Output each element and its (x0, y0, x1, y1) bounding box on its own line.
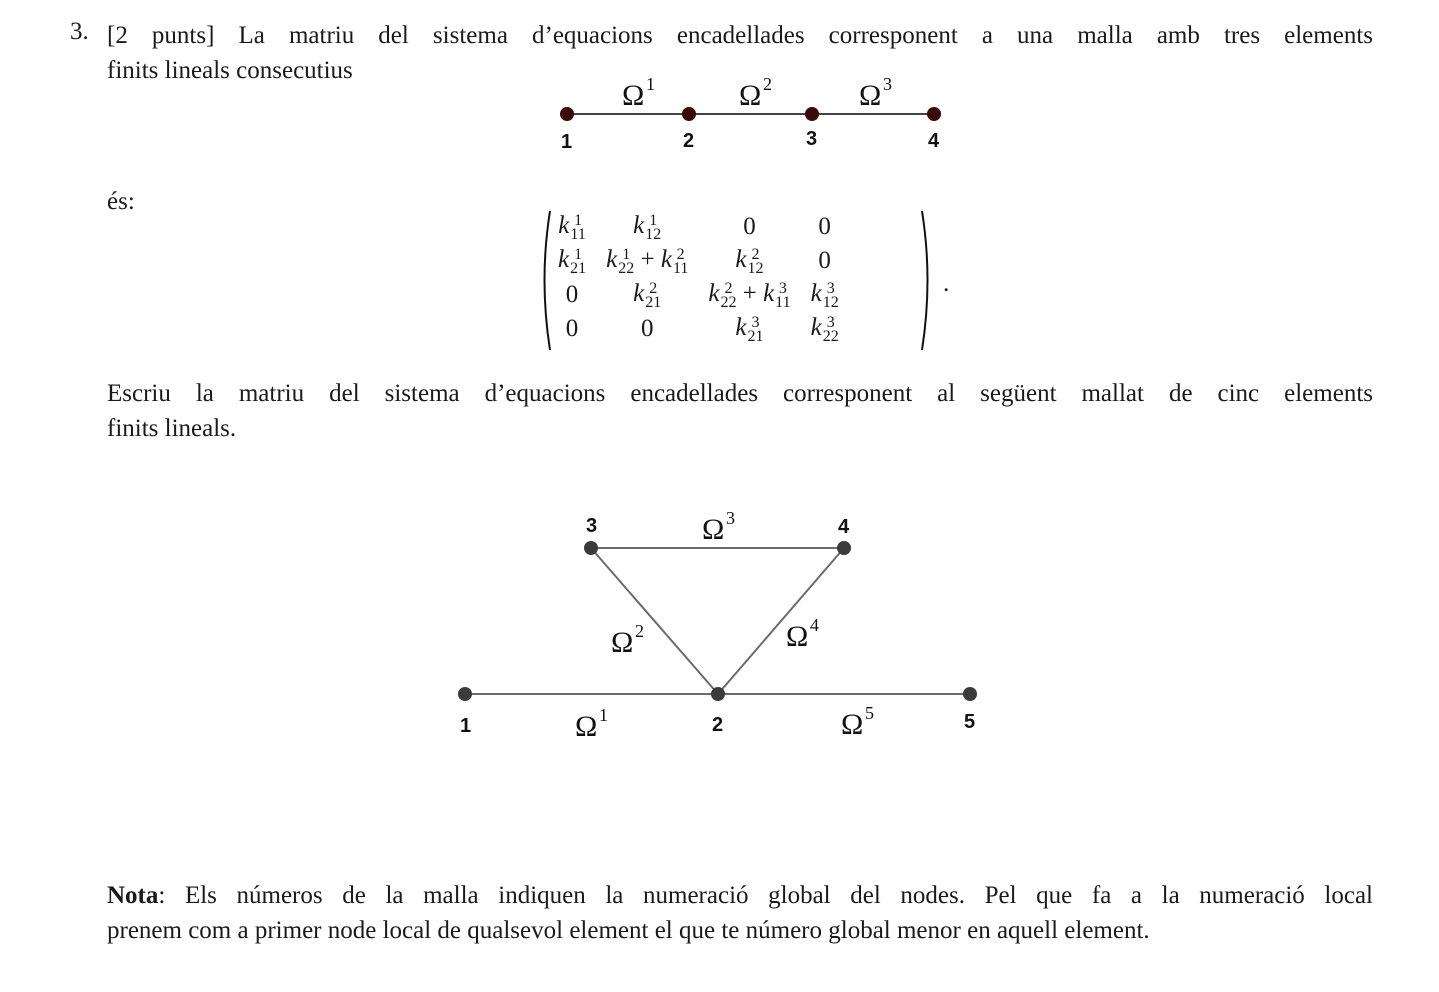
note-text: : Els números de la malla indiquen la numeració global del nodes. Pel que fa a la numeració local (158, 882, 1373, 909)
mesh1-element-omega: Ω (859, 79, 882, 112)
mesh2-element-2 (591, 548, 718, 694)
matrix-row (548, 278, 849, 312)
mesh1-node-label: 1 (561, 131, 573, 153)
mesh2-element-omega: Ω (786, 620, 809, 653)
mesh1-element-omega: Ω (739, 79, 762, 112)
intro-line-1: [2 punts] La matriu del sistema d’equacions encadellades corresponent a una malla amb tres elements (107, 22, 1373, 49)
task-line-2: finits lineals. (107, 415, 237, 442)
mesh2-element-index: 4 (810, 615, 819, 635)
mesh1-element-index: 3 (883, 74, 892, 94)
mesh2-node-dot (963, 687, 977, 701)
note-line-1 (107, 878, 1373, 913)
mesh2-element-omega: Ω (611, 626, 634, 659)
matrix-plus: + (736, 280, 764, 308)
matrix-cell (801, 278, 849, 312)
matrix-k-entry: k 1 22 (606, 245, 635, 277)
matrix-cell: 0 (818, 213, 831, 240)
mesh2-diagram (440, 500, 1000, 750)
mesh1-node-dot (560, 107, 574, 121)
matrix-plus: + (634, 246, 661, 274)
matrix-k-entry: k 1 11 (558, 211, 586, 243)
mesh2-node-dot (711, 687, 725, 701)
mesh2-node-label: 2 (712, 714, 724, 736)
matrix-table (548, 210, 849, 346)
mesh2-node-dot (584, 541, 598, 555)
mesh1-node-dot (682, 107, 696, 121)
matrix-k-entry: k 3 21 (735, 313, 764, 345)
matrix-row (548, 244, 849, 278)
matrix-cell: 0 (818, 247, 831, 274)
task-line-1: Escriu la matriu del sistema d’equacions encadellades corresponent al següent mallat de cinc elements (107, 380, 1373, 407)
mesh2-node-dot (458, 687, 472, 701)
matrix-cell: 0 (743, 213, 756, 240)
matrix-cell (698, 278, 800, 312)
right-paren (920, 208, 934, 353)
matrix-row (548, 312, 849, 346)
matrix-cell (548, 244, 596, 278)
matrix-cell (801, 312, 849, 346)
matrix-k-entry: k 3 12 (810, 279, 839, 311)
matrix-k-entry: k 2 11 (660, 245, 689, 277)
matrix-cell (596, 244, 698, 278)
matrix-cell: 0 (640, 315, 654, 342)
mesh2-element-omega: Ω (702, 513, 725, 546)
stiffness-matrix (538, 208, 958, 353)
matrix-cell (548, 210, 596, 244)
matrix-cell (698, 244, 800, 278)
mesh1-node-dot (805, 107, 819, 121)
mesh1-element-omega: Ω (622, 79, 645, 112)
note-label: Nota (107, 882, 159, 909)
mesh1-node-label: 3 (806, 128, 818, 150)
mesh2-element-4 (718, 548, 844, 694)
matrix-k-entry: k 2 22 (708, 279, 737, 311)
matrix-cell (698, 312, 800, 346)
matrix-row (548, 210, 849, 244)
mesh2-node-label: 3 (586, 515, 598, 537)
mesh2-node-label: 5 (964, 711, 976, 733)
mesh2-element-index: 5 (865, 703, 874, 723)
mesh2-element-index: 2 (635, 621, 644, 641)
matrix-cell (596, 210, 698, 244)
mesh1-node-dot (927, 107, 941, 121)
mesh1-node-label: 2 (683, 130, 695, 152)
matrix-k-entry: k 1 12 (633, 211, 662, 243)
matrix-k-entry: k 3 22 (810, 313, 839, 345)
intro-line-2: finits lineals consecutius (107, 57, 353, 84)
matrix-k-entry: k 2 21 (633, 279, 662, 311)
matrix-cell (596, 278, 698, 312)
note-line-2: prenem com a primer node local de qualsevol element el que te número global menor en aquell element. (107, 917, 1150, 944)
mesh2-element-index: 1 (599, 705, 608, 725)
mesh2-node-label: 4 (838, 516, 850, 538)
mesh1-node-label: 4 (928, 130, 940, 152)
matrix-period: . (943, 270, 950, 297)
es-label: és: (107, 188, 135, 215)
problem-number: 3. (70, 18, 89, 45)
mesh1-diagram (540, 68, 960, 160)
matrix-cell: 0 (565, 281, 579, 308)
mesh2-node-dot (837, 541, 851, 555)
matrix-cell: 0 (565, 315, 579, 342)
mesh2-element-omega: Ω (841, 708, 864, 741)
matrix-k-entry: k 2 12 (735, 245, 764, 277)
mesh2-element-index: 3 (726, 508, 735, 528)
mesh2-element-omega: Ω (575, 710, 598, 743)
matrix-k-entry: k 3 11 (763, 279, 791, 311)
mesh2-node-label: 1 (460, 715, 472, 737)
mesh1-element-index: 1 (646, 74, 655, 94)
mesh1-element-index: 2 (763, 74, 772, 94)
matrix-k-entry: k 1 21 (558, 245, 587, 277)
